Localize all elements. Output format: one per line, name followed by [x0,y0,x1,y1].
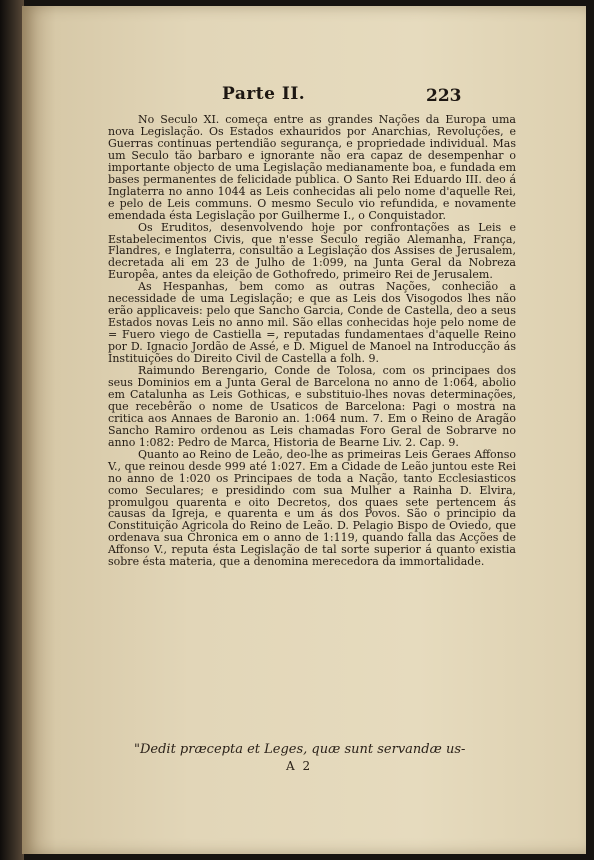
paragraph-hespanhas: As Hespanhas, bem como as outras Nações, conhecião a necessidade de uma Legislação; e que as Leis dos Visogodos lhes não erão applicaveis: pelo que Sancho Garcia, Conde de Castella, deo a seus Estados novas Leis no anno mil. São ellas conhecidas hoje pelo nome de = Fuero viego de Castiella =, reputadas fundamentaes d'aquelle Reino por D. Ignacio Jordão de Assé, e D. Miguel de Manoel na Introducção ás Instituições do Direito Civil de Castella a folh. 9. [108,280,516,366]
signature-mark: A 2 [286,759,313,773]
book-page [22,6,586,854]
body-text [108,114,516,568]
paragraph-eruditos: Os Eruditos, desenvolvendo hoje por confrontações as Leis e Estabelecimentos Civis, que n'esse Seculo região Alemanha, França, Flandres, e Inglaterra, consultão a Legislação dos Assises de Jerusalem, decretada ali em 23 de Julho de 1:099, na Junta Geral da Nobreza Europêa, antes da eleição de Gothofredo, primeiro Rei de Jerusalem. [108,220,516,282]
book-binding-edge [0,0,24,860]
page-header [22,84,586,112]
epigraph-quote: "Dedit præcepta et Leges, quæ sunt servandæ us- [134,742,466,757]
paragraph-leao: Quanto ao Reino de Leão, deo-lhe as primeiras Leis Geraes Affonso V., que reinou desde 999 até 1:027. Em a Cidade de Leão juntou este Rei no anno de 1:020 os Principaes de toda a Nação, tanto Ecclesiasticos como Seculares; e presidindo com sua Mulher a Rainha D. Elvira, promulgou quarenta e oito Decretos, dos quaes sete pertencem ás causas da Igreja, e quarenta e um ás dos Povos. São o principio da Constituição Agricola do Reino de Leão. D. Pelagio Bispo de Oviedo, que ordenava sua Chronica em o anno de 1:119, quando falla das Acções de Affonso V., reputa ésta Legislação de tal sorte superior á quanto existia sobre ésta materia, que a denomina merecedora da immortalidade. [108,447,516,569]
page-number: 223 [426,86,462,106]
paragraph-seculo-xi: No Seculo XI. começa entre as grandes Nações da Europa uma nova Legislação. Os Estados exhauridos por Anarchias, Revoluções, e Guerras continuas pertendião segurança, e propriedade individual. Mas um Seculo tão barbaro e ignorante não era capaz de desempenhar o importante objecto de uma Legislação medianamente boa, e fundada em bases permanentes de felicidade publica. O Santo Rei Eduardo III. deo á Inglaterra no anno 1044 as Leis conhecidas ali pelo nome d'aquelle Rei, e pelo de Leis communs. O mesmo Seculo vio refundida, e novamente emendada ésta Legislação por Guilherme I., o Conquistador. [108,113,516,222]
paragraph-raimundo: Raimundo Berengario, Conde de Tolosa, com os principaes dos seus Dominios em a Junta Geral de Barcelona no anno de 1:064, abolio em Catalunha as Leis Gothicas, e substituio-lhes novas determinações, que recebêrão o nome de Usaticos de Barcelona: Pagi o mostra na critica aos Annaes de Baronio an. 1:064 num. 7. Em o Reino de Aragão Sancho Ramiro ordenou as Leis chamadas Foro Geral de Sobrarve no anno 1:082: Pedro de Marca, Historia de Bearne Liv. 2. Cap. 9. [108,364,516,449]
running-head: Parte II. [222,84,306,104]
